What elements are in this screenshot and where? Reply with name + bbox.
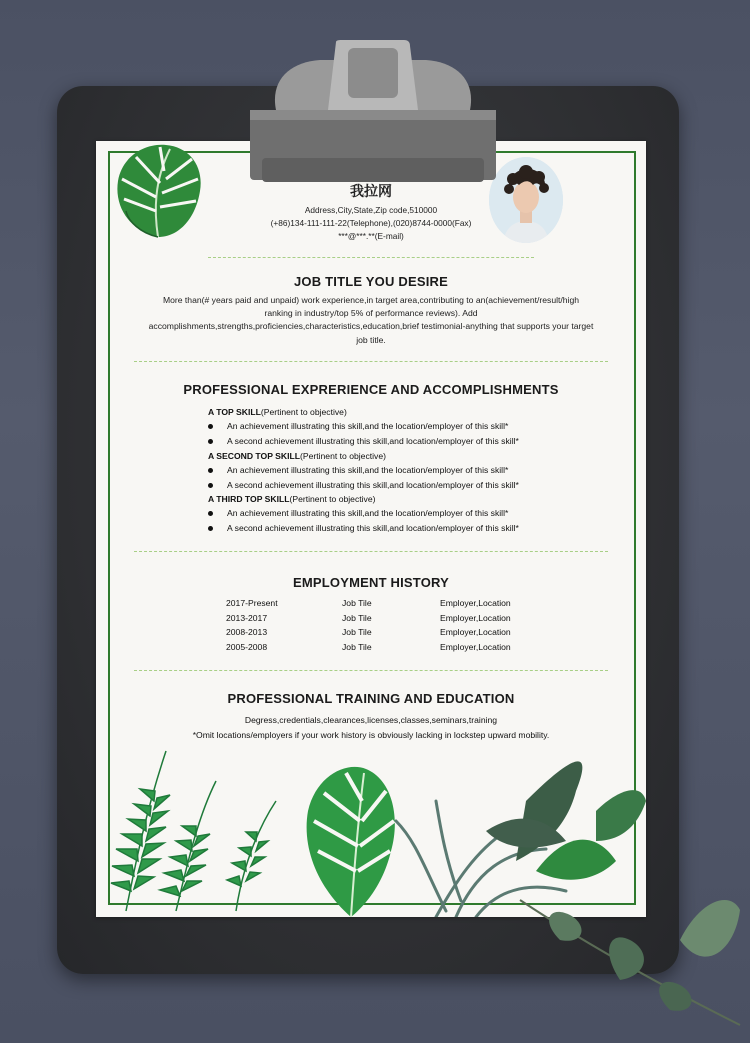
objective-line: accomplishments,strengths,proficiencies,characteristics,education,brief testimonial-anything that supports your target bbox=[148, 321, 594, 332]
leaf-sprig-icon bbox=[500, 880, 750, 1030]
divider bbox=[134, 361, 608, 362]
skill-note: (Pertinent to objective) bbox=[289, 494, 376, 504]
list-item bbox=[208, 436, 519, 446]
objective-line: job title. bbox=[356, 334, 386, 345]
objective-line: ranking in industry/top 5% of performance reviews). Add bbox=[264, 308, 478, 319]
experience-title: PROFESSIONAL EXPRERIENCE AND ACCOMPLISHMENTS bbox=[183, 382, 559, 397]
phone-line: (+86)134-111-111-22(Telephone),(020)8744-0000(Fax) bbox=[270, 218, 472, 228]
avatar bbox=[489, 157, 563, 243]
employment-job: Job Tile bbox=[342, 642, 372, 652]
skill-name: A TOP SKILL bbox=[208, 407, 261, 417]
skill-name: A THIRD TOP SKILL bbox=[208, 494, 290, 504]
skill-heading bbox=[208, 494, 375, 504]
skill-name: A SECOND TOP SKILL bbox=[208, 451, 300, 461]
list-item bbox=[208, 523, 519, 533]
divider bbox=[134, 551, 608, 552]
employment-employer: Employer,Location bbox=[440, 642, 511, 652]
list-item bbox=[208, 465, 508, 475]
employment-job: Job Tile bbox=[342, 627, 372, 637]
skill-heading bbox=[208, 407, 347, 417]
clipboard-clip-icon bbox=[250, 40, 496, 185]
employment-employer: Employer,Location bbox=[440, 598, 511, 608]
achievement-text: An achievement illustrating this skill,and the location/employer of this skill* bbox=[227, 421, 509, 431]
skill-heading bbox=[208, 451, 386, 461]
achievement-text: A second achievement illustrating this skill,and location/employer of this skill* bbox=[227, 436, 519, 446]
education-title: PROFESSIONAL TRAINING AND EDUCATION bbox=[227, 691, 515, 706]
education-note: *Omit locations/employers if your work history is obviously lacking in lockstep upward mobility. bbox=[192, 730, 550, 740]
resume-paper bbox=[96, 141, 646, 917]
employment-period: 2017-Present bbox=[226, 598, 278, 608]
monstera-leaf-icon bbox=[110, 141, 206, 241]
skill-note: (Pertinent to objective) bbox=[300, 451, 386, 461]
divider bbox=[134, 670, 608, 671]
objective-text bbox=[124, 294, 618, 347]
address-line: Address,City,State,Zip code,510000 bbox=[304, 205, 438, 215]
achievement-text: A second achievement illustrating this skill,and location/employer of this skill* bbox=[227, 480, 519, 490]
email-line: ***@***.**(E-mail) bbox=[338, 231, 404, 241]
achievement-text: An achievement illustrating this skill,and the location/employer of this skill* bbox=[227, 465, 509, 475]
employment-title: EMPLOYMENT HISTORY bbox=[292, 575, 449, 590]
objective-title: JOB TITLE YOU DESIRE bbox=[293, 274, 448, 289]
education-line: Degress,credentials,clearances,licenses,classes,seminars,training bbox=[244, 715, 498, 725]
objective-line: More than(# years paid and unpaid) work experience,in target area,contributing to an(achievement/result/high bbox=[162, 295, 580, 305]
list-item bbox=[208, 421, 508, 431]
divider bbox=[208, 257, 534, 258]
achievement-text: A second achievement illustrating this skill,and location/employer of this skill* bbox=[227, 523, 519, 533]
employment-job: Job Tile bbox=[342, 598, 372, 608]
list-item bbox=[208, 480, 519, 490]
achievement-text: An achievement illustrating this skill,and the location/employer of this skill* bbox=[227, 508, 509, 518]
employment-job: Job Tile bbox=[342, 613, 372, 623]
resume-name: 我拉网 bbox=[350, 184, 392, 200]
employment-period: 2013-2017 bbox=[226, 613, 268, 623]
list-item bbox=[208, 508, 508, 518]
employment-employer: Employer,Location bbox=[440, 613, 511, 623]
employment-period: 2005-2008 bbox=[226, 642, 268, 652]
employment-employer: Employer,Location bbox=[440, 627, 511, 637]
skill-note: (Pertinent to objective) bbox=[260, 407, 347, 417]
employment-period: 2008-2013 bbox=[226, 627, 268, 637]
